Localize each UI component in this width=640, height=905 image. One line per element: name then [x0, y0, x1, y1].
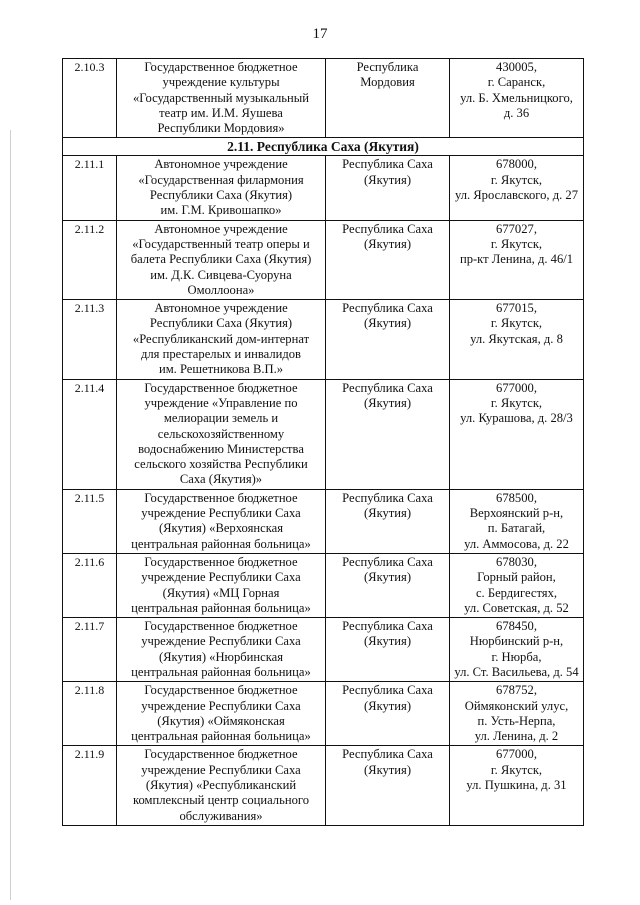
address-line: 677027, — [496, 221, 537, 236]
address — [450, 300, 584, 379]
address-line: ул. Пушкина, д. 31 — [466, 778, 567, 793]
row-number: 2.11.5 — [63, 489, 117, 553]
address-line: Оймяконский улус, — [464, 698, 569, 713]
address-line: 678000, — [496, 157, 537, 172]
institution-name — [117, 682, 326, 746]
institution-name-line: сельскохозяйственному — [157, 426, 285, 441]
address-line: Нюрбинский р-н, — [469, 634, 564, 649]
table-row — [63, 379, 584, 489]
institution-name — [117, 379, 326, 489]
address-line: ул. Ст. Васильева, д. 54 — [454, 664, 579, 679]
institution-name-line: мелиорации земель и — [163, 411, 279, 426]
address-line: г. Якутск, — [490, 172, 543, 187]
region-line: Республика Саха — [342, 157, 433, 172]
institutions-table — [62, 58, 584, 826]
institution-name-line: «Государственная филармония — [138, 172, 304, 187]
institution-name — [117, 59, 326, 138]
address-line: 430005, — [496, 60, 537, 74]
region-line: (Якутия) — [363, 634, 412, 649]
institution-name — [117, 489, 326, 553]
page-number: 17 — [312, 26, 328, 42]
institution-name-line: (Якутия) «Верхоянская — [158, 521, 284, 536]
region-line: Республика Саха — [342, 380, 433, 395]
address-line: ул. Курашова, д. 28/3 — [460, 411, 573, 426]
region-line: (Якутия) — [363, 570, 412, 585]
address-line: г. Якутск, — [490, 316, 543, 331]
address-line: 677000, — [496, 380, 537, 395]
section-title: 2.11. Республика Саха (Якутия) — [63, 138, 584, 156]
address-line: 677015, — [496, 301, 537, 316]
row-number: 2.11.9 — [63, 746, 117, 825]
address-line: г. Якутск, — [490, 395, 543, 410]
row-number: 2.11.7 — [63, 618, 117, 682]
institution-name-line: центральная районная больница» — [131, 600, 311, 615]
address-line: д. 36 — [503, 105, 530, 120]
institution-name-line: Государственное бюджетное — [144, 619, 298, 634]
region-line: (Якутия) — [363, 506, 412, 521]
institution-name-line: Государственное бюджетное — [144, 60, 298, 74]
institution-name-line: «Государственный музыкальный — [133, 90, 309, 105]
table-row — [63, 489, 584, 553]
table-row — [63, 682, 584, 746]
row-number: 2.11.8 — [63, 682, 117, 746]
institution-name-line: театр им. И.М. Яушева — [159, 105, 283, 120]
row-number: 2.11.4 — [63, 379, 117, 489]
institution-name-line: учреждение Республики Саха — [141, 506, 301, 521]
region-line: Мордовия — [360, 75, 415, 90]
address — [450, 618, 584, 682]
region-line: Республика Саха — [342, 301, 433, 316]
institution-name-line: Автономное учреждение — [154, 221, 288, 236]
region-line: (Якутия) — [363, 236, 412, 251]
table-row — [63, 220, 584, 299]
region — [326, 553, 450, 617]
institution-name-line: Государственное бюджетное — [144, 490, 298, 505]
address-line: г. Нюрба, — [491, 649, 542, 664]
table-row — [63, 618, 584, 682]
region — [326, 59, 450, 138]
institution-name-line: Государственное бюджетное — [144, 554, 298, 569]
row-number: 2.10.3 — [63, 59, 117, 138]
institution-name-line: Автономное учреждение — [154, 301, 288, 316]
address — [450, 553, 584, 617]
address — [450, 220, 584, 299]
institution-name-line: Республики Саха (Якутия) — [149, 316, 293, 331]
address-line: п. Усть-Нерпа, — [477, 713, 556, 728]
address-line: 677000, — [496, 747, 537, 762]
region-line: (Якутия) — [363, 316, 412, 331]
institution-name-line: центральная районная больница» — [131, 729, 311, 744]
institution-name-line: центральная районная больница» — [131, 664, 311, 679]
institution-name-line: Республики Мордовия» — [157, 121, 285, 136]
region — [326, 682, 450, 746]
row-number: 2.11.3 — [63, 300, 117, 379]
address-line: с. Бердигестях, — [475, 585, 558, 600]
region-line: Республика Саха — [342, 619, 433, 634]
institution-name-line: Республики Саха (Якутия) — [149, 188, 293, 203]
institution-name-line: учреждение Республики Саха — [141, 762, 301, 777]
address-line: ул. Аммосова, д. 22 — [464, 536, 569, 551]
institution-name-line: Государственное бюджетное — [144, 683, 298, 698]
row-number: 2.11.6 — [63, 553, 117, 617]
address-line: ул. Ярославского, д. 27 — [454, 188, 579, 203]
region-line: (Якутия) — [363, 395, 412, 410]
region-line: (Якутия) — [363, 172, 412, 187]
region-line: Республика Саха — [342, 554, 433, 569]
region — [326, 156, 450, 220]
table-row — [63, 300, 584, 379]
address-line: 678030, — [496, 554, 537, 569]
address-line: Горный район, — [477, 570, 556, 585]
institution-name — [117, 553, 326, 617]
address-line: ул. Якутская, д. 8 — [470, 331, 563, 346]
institution-name-line: им. Решетникова В.П.» — [158, 362, 284, 377]
institution-name — [117, 746, 326, 825]
institution-name-line: Автономное учреждение — [154, 157, 288, 172]
region-line: (Якутия) — [363, 762, 412, 777]
scan-edge-shadow — [10, 130, 11, 900]
region — [326, 746, 450, 825]
address-line: ул. Б. Хмельницкого, — [460, 90, 573, 105]
institution-name-line: Государственное бюджетное — [144, 380, 298, 395]
address — [450, 682, 584, 746]
institution-name-line: водоснабжению Министерства — [138, 441, 304, 456]
region-line: Республика Саха — [342, 490, 433, 505]
address — [450, 59, 584, 138]
institution-name-line: учреждение Республики Саха — [141, 698, 301, 713]
address-line: пр-кт Ленина, д. 46/1 — [459, 252, 574, 267]
table-row — [63, 553, 584, 617]
institution-name-line: учреждение «Управление по — [144, 395, 298, 410]
address-line: Верхоянский р-н, — [469, 506, 564, 521]
section-header-row — [63, 138, 584, 156]
institution-name-line: комплексный центр социального — [132, 793, 310, 808]
region-line: Республика Саха — [342, 747, 433, 762]
institution-name-line: (Якутия) «Нюрбинская — [158, 649, 284, 664]
region — [326, 220, 450, 299]
institution-name-line: «Республиканский дом-интернат — [132, 331, 310, 346]
table-row — [63, 746, 584, 825]
institution-name-line: балета Республики Саха (Якутия) — [130, 252, 312, 267]
institution-name-line: сельского хозяйства Республики — [134, 457, 308, 472]
institution-name-line: (Якутия) «Республиканский — [145, 778, 297, 793]
institution-name-line: центральная районная больница» — [131, 536, 311, 551]
region — [326, 379, 450, 489]
table-row — [63, 156, 584, 220]
institution-name — [117, 220, 326, 299]
address-line: 678450, — [496, 619, 537, 634]
region-line: (Якутия) — [363, 698, 412, 713]
region-line: Республика Саха — [342, 683, 433, 698]
institution-name-line: (Якутия) «Оймяконская — [157, 713, 285, 728]
address — [450, 489, 584, 553]
address — [450, 379, 584, 489]
institution-name — [117, 300, 326, 379]
address — [450, 156, 584, 220]
institution-name-line: (Якутия) «МЦ Горная — [162, 585, 280, 600]
institution-name-line: обслуживания» — [179, 808, 263, 823]
region — [326, 489, 450, 553]
institution-name-line: Саха (Якутия)» — [179, 472, 263, 487]
table-row — [63, 59, 584, 138]
row-number: 2.11.1 — [63, 156, 117, 220]
address-line: г. Якутск, — [490, 762, 543, 777]
institution-name — [117, 618, 326, 682]
institution-name-line: Омоллоона» — [187, 282, 255, 297]
row-number: 2.11.2 — [63, 220, 117, 299]
region — [326, 300, 450, 379]
address-line: г. Якутск, — [490, 236, 543, 251]
address-line: ул. Ленина, д. 2 — [474, 729, 559, 744]
address-line: п. Батагай, — [487, 521, 546, 536]
institution-name-line: «Государственный театр оперы и — [132, 236, 310, 251]
region-line: Республика Саха — [342, 221, 433, 236]
institution-name-line: им. Г.М. Кривошапко» — [160, 203, 282, 218]
address — [450, 746, 584, 825]
address-line: г. Саранск, — [487, 75, 546, 90]
institution-name-line: Государственное бюджетное — [144, 747, 298, 762]
institution-name-line: им. Д.К. Сивцева-Суоруна — [150, 267, 292, 282]
region — [326, 618, 450, 682]
institution-name-line: для престарелых и инвалидов — [140, 347, 301, 362]
institution-name-line: учреждение Республики Саха — [141, 570, 301, 585]
institution-name-line: учреждение культуры — [162, 75, 280, 90]
address-line: 678500, — [496, 490, 537, 505]
institution-name — [117, 156, 326, 220]
institution-name-line: учреждение Республики Саха — [141, 634, 301, 649]
address-line: ул. Советская, д. 52 — [464, 600, 569, 615]
address-line: 678752, — [496, 683, 537, 698]
region-line: Республика — [356, 60, 419, 74]
